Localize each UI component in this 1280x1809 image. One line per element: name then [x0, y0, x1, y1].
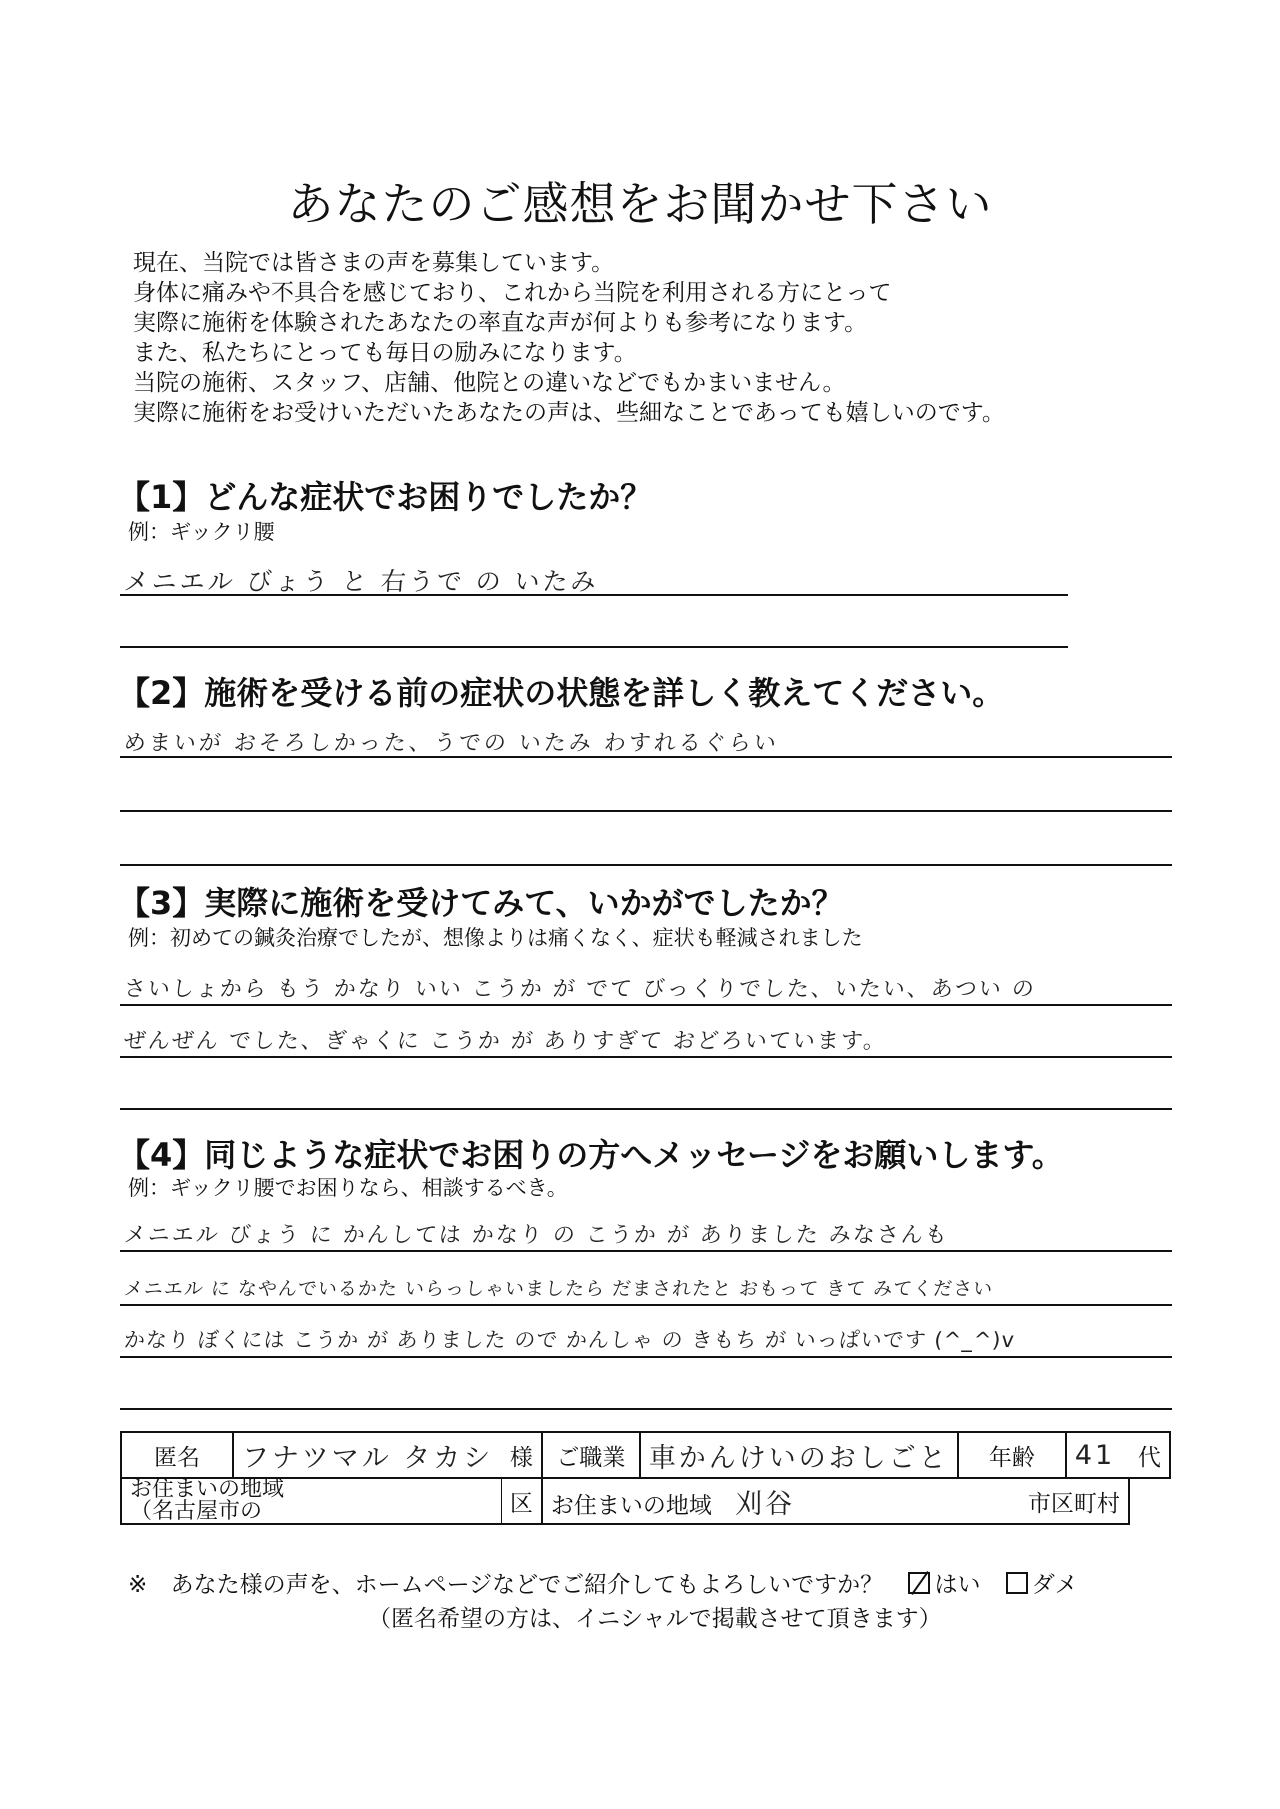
note-mark: ※: [128, 1572, 148, 1598]
age-label: 年齢: [958, 1432, 1066, 1478]
answer-3-line-2: ぜんぜん でした、ぎゃくに こうか が ありすぎて おどろいています。: [122, 1029, 888, 1054]
respondent-info-table: [120, 1431, 1171, 1525]
answer-rule: [120, 1056, 1172, 1058]
intro-line: 現在、当院では皆さまの声を募集しています。: [133, 250, 615, 276]
answer-rule: [120, 756, 1172, 758]
city-unit: 市区町村: [958, 1478, 1129, 1524]
answer-4-line-2: メニエル に なやんでいるかた いらっしゃいましたら だまされたと おもって きて みてください: [123, 1278, 994, 1300]
area-field: [542, 1478, 958, 1524]
answer-rule: [120, 1004, 1172, 1006]
area-label: お住まいの地域: [550, 1492, 712, 1519]
question-1-example: 例：ギックリ腰: [128, 520, 275, 544]
question-3-example: 例：初めての鍼灸治療でしたが、想像よりは痛くなく、症状も軽減されました: [128, 926, 863, 950]
intro-line: 実際に施術をお受けいただいたあなたの声は、些細なことであっても嬉しいのです。: [133, 400, 1005, 426]
name-value: フナツマル タカシ: [233, 1432, 501, 1478]
intro-text: [133, 248, 1005, 428]
no-label: ダメ: [1031, 1572, 1078, 1598]
age-unit: 代: [1129, 1432, 1170, 1478]
area-nagoya-label: [121, 1478, 501, 1524]
consent-yes-option[interactable]: [908, 1572, 987, 1598]
page-title: あなたのご感想をお聞かせ下さい: [287, 177, 993, 231]
question-4-label: 【4】同じような症状でお困りの方へメッセージをお願いします。: [118, 1136, 1064, 1174]
answer-1-line-1: メニエル びょう と 右うで の いたみ: [122, 567, 600, 596]
question-1-label: 【1】どんな症状でお困りでしたか？: [118, 478, 653, 516]
answer-4-line-3: かなり ぼくには こうか が ありました ので かんしゃ の きもち が いっぱいです (^_^)v: [123, 1328, 1016, 1352]
answer-rule: [120, 1304, 1172, 1306]
consent-no-option[interactable]: [1006, 1572, 1078, 1598]
answer-3-line-1: さいしょから もう かなり いい こうか が でて びっくりでした、いたい、あつい の: [122, 977, 1037, 1002]
question-3-label: 【3】実際に施術を受けてみて、いかがでしたか？: [118, 884, 844, 922]
answer-rule: [120, 864, 1172, 866]
area-nagoya-label-line-1: お住まいの地域: [130, 1477, 285, 1502]
intro-line: 当院の施術、スタッフ、店舗、他院との違いなどでもかまいません。: [133, 370, 846, 396]
question-2-label: 【2】施術を受ける前の症状の状態を詳しく教えてください。: [118, 674, 1005, 712]
intro-line: また、私たちにとっても毎日の励みになります。: [133, 340, 637, 366]
area-nagoya-label-line-2: （名古屋市の: [130, 1499, 263, 1524]
empty-cell: [1129, 1478, 1170, 1524]
ward-unit: 区: [501, 1478, 542, 1524]
answer-rule: [120, 1356, 1172, 1358]
answer-rule: [120, 646, 1068, 648]
answer-rule: [120, 594, 1068, 596]
answer-rule: [120, 1108, 1172, 1110]
consent-note: （匿名希望の方は、イニシャルで掲載させて頂きます）: [368, 1606, 942, 1632]
answer-rule: [120, 1408, 1172, 1410]
honorific: 様: [501, 1432, 542, 1478]
answer-rule: [120, 810, 1172, 812]
job-label: ご職業: [542, 1432, 640, 1478]
consent-question-text: あなた様の声を、ホームページなどでご紹介してもよろしいですか？: [170, 1572, 884, 1598]
age-value: 41: [1066, 1432, 1129, 1478]
no-checkbox[interactable]: [1006, 1572, 1028, 1594]
name-label: 匿名: [121, 1432, 233, 1478]
question-4-example: 例：ギックリ腰でお困りなら、相談するべき。: [128, 1176, 568, 1200]
yes-checkbox[interactable]: [908, 1572, 930, 1594]
job-value: 車かんけいのおしごと: [640, 1432, 958, 1478]
yes-label: はい: [934, 1572, 981, 1598]
intro-line: 身体に痛みや不具合を感じており、これから当院を利用される方にとって: [133, 280, 892, 306]
answer-4-line-1: メニエル びょう に かんしては かなり の こうか が ありました みなさんも: [122, 1223, 950, 1248]
answer-2-line-1: めまいが おそろしかった、うでの いたみ わすれるぐらい: [122, 731, 780, 756]
intro-line: 実際に施術を体験されたあなたの率直な声が何よりも参考になります。: [133, 310, 868, 336]
consent-question: [128, 1566, 1078, 1599]
answer-rule: [120, 1250, 1172, 1252]
area-value: 刈谷: [735, 1488, 796, 1520]
